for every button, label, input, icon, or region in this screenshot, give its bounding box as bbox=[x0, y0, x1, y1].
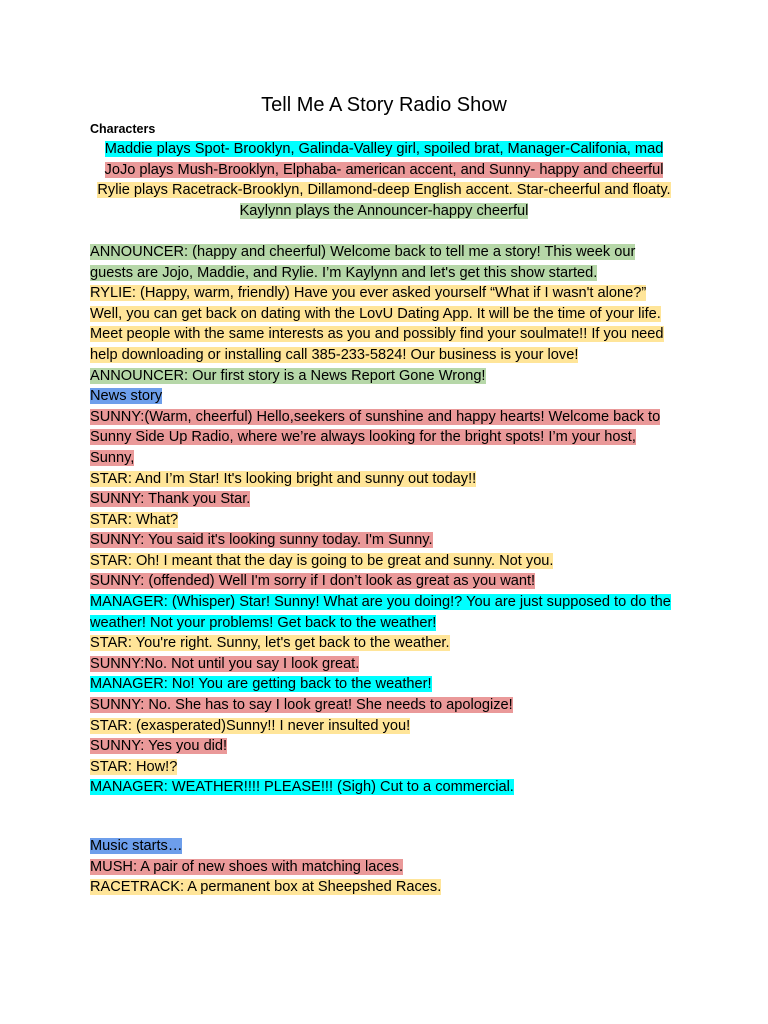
highlighted-text: ANNOUNCER: (happy and cheerful) Welcome back to tell me a story! This week our guests are Jojo, Maddie, and Rylie. I’m Kaylynn and let's get this show started. bbox=[90, 243, 636, 281]
blank-line bbox=[90, 798, 678, 836]
highlighted-text: MANAGER: No! You are getting back to the weather! bbox=[90, 676, 432, 693]
script-lines bbox=[90, 242, 678, 798]
script-line bbox=[90, 469, 678, 490]
document-title: Tell Me A Story Radio Show bbox=[261, 94, 507, 116]
highlighted-text: SUNNY:(Warm, cheerful) Hello,seekers of sunshine and happy hearts! Welcome back to Sunny Side Up Radio, where we’re always looking for the bright spots! I’m your host, Sunny, bbox=[90, 408, 661, 466]
highlighted-text: SUNNY: (offended) Well I'm sorry if I don’t look as great as you want! bbox=[90, 573, 536, 590]
script-line bbox=[90, 242, 678, 283]
script-line bbox=[90, 386, 678, 407]
script-line bbox=[90, 551, 678, 572]
script-line bbox=[90, 695, 678, 716]
script-line bbox=[90, 633, 678, 654]
script-line bbox=[90, 836, 678, 857]
highlighted-text: ANNOUNCER: Our first story is a News Report Gone Wrong! bbox=[90, 367, 486, 384]
highlighted-text: STAR: What? bbox=[90, 511, 179, 528]
script-line bbox=[90, 674, 678, 695]
cast-list bbox=[90, 139, 678, 221]
blank-line bbox=[90, 221, 678, 242]
highlighted-text: Music starts… bbox=[90, 838, 183, 854]
cast-line bbox=[90, 160, 678, 181]
highlighted-text: SUNNY: Thank you Star. bbox=[90, 491, 251, 508]
script-line bbox=[90, 283, 678, 365]
script-line bbox=[90, 877, 678, 898]
characters-heading: Characters bbox=[90, 122, 156, 136]
highlighted-text: SUNNY:No. Not until you say I look great. bbox=[90, 655, 360, 672]
cast-line bbox=[90, 201, 678, 222]
highlighted-text: SUNNY: You said it's looking sunny today. I'm Sunny. bbox=[90, 532, 433, 549]
script-line bbox=[90, 592, 678, 633]
highlighted-text: MANAGER: (Whisper) Star! Sunny! What are you doing!? You are just supposed to do the weather! Not your problems! Get back to the weather! bbox=[90, 594, 671, 631]
highlighted-text: STAR: How!? bbox=[90, 758, 178, 775]
script-line bbox=[90, 654, 678, 675]
highlighted-text: SUNNY: No. She has to say I look great! She needs to apologize! bbox=[90, 697, 513, 714]
script-line bbox=[90, 716, 678, 737]
document-body bbox=[90, 120, 678, 898]
highlighted-text: SUNNY: Yes you did! bbox=[90, 738, 228, 755]
script-line bbox=[90, 489, 678, 510]
highlighted-text: STAR: Oh! I meant that the day is going to be great and sunny. Not you. bbox=[90, 552, 554, 569]
highlighted-text: STAR: And I’m Star! It's looking bright and sunny out today!! bbox=[90, 470, 477, 487]
highlighted-text: RYLIE: (Happy, warm, friendly) Have you ever asked yourself “What if I wasn't alone?” Well, you can get back on dating with the LovU Dating App. It will be the time of your life. Meet people with the same interests as you and possibly find your soulmate!! If you need help downloading or installing call 385-233-5824! Our business is your love! bbox=[90, 285, 664, 363]
highlighted-text: STAR: You're right. Sunny, let's get back to the weather. bbox=[90, 635, 450, 652]
script-line bbox=[90, 366, 678, 387]
script-line bbox=[90, 857, 678, 878]
script-line bbox=[90, 571, 678, 592]
highlighted-text: Kaylynn plays the Announcer-happy cheerful bbox=[239, 202, 529, 219]
highlighted-text: Maddie plays Spot- Brooklyn, Galinda-Valley girl, spoiled brat, Manager-Califonia, mad bbox=[104, 141, 664, 157]
script-line bbox=[90, 510, 678, 531]
highlighted-text: STAR: (exasperated)Sunny!! I never insulted you! bbox=[90, 717, 411, 734]
highlighted-text: RACETRACK: A permanent box at Sheepshed Races. bbox=[90, 879, 442, 896]
highlighted-text: JoJo plays Mush-Brooklyn, Elphaba- american accent, and Sunny- happy and cheerful bbox=[104, 161, 664, 178]
script-line bbox=[90, 736, 678, 757]
script-line bbox=[90, 777, 678, 798]
highlighted-text: News story bbox=[90, 388, 163, 405]
commercial-lines bbox=[90, 836, 678, 898]
script-line bbox=[90, 757, 678, 778]
cast-line bbox=[90, 139, 678, 160]
script-line bbox=[90, 407, 678, 469]
script-line bbox=[90, 530, 678, 551]
highlighted-text: MANAGER: WEATHER!!!! PLEASE!!! (Sigh) Cut to a commercial. bbox=[90, 779, 514, 796]
cast-line bbox=[90, 180, 678, 201]
highlighted-text: Rylie plays Racetrack-Brooklyn, Dillamond-deep English accent. Star-cheerful and floaty. bbox=[97, 182, 671, 199]
highlighted-text: MUSH: A pair of new shoes with matching laces. bbox=[90, 858, 404, 875]
